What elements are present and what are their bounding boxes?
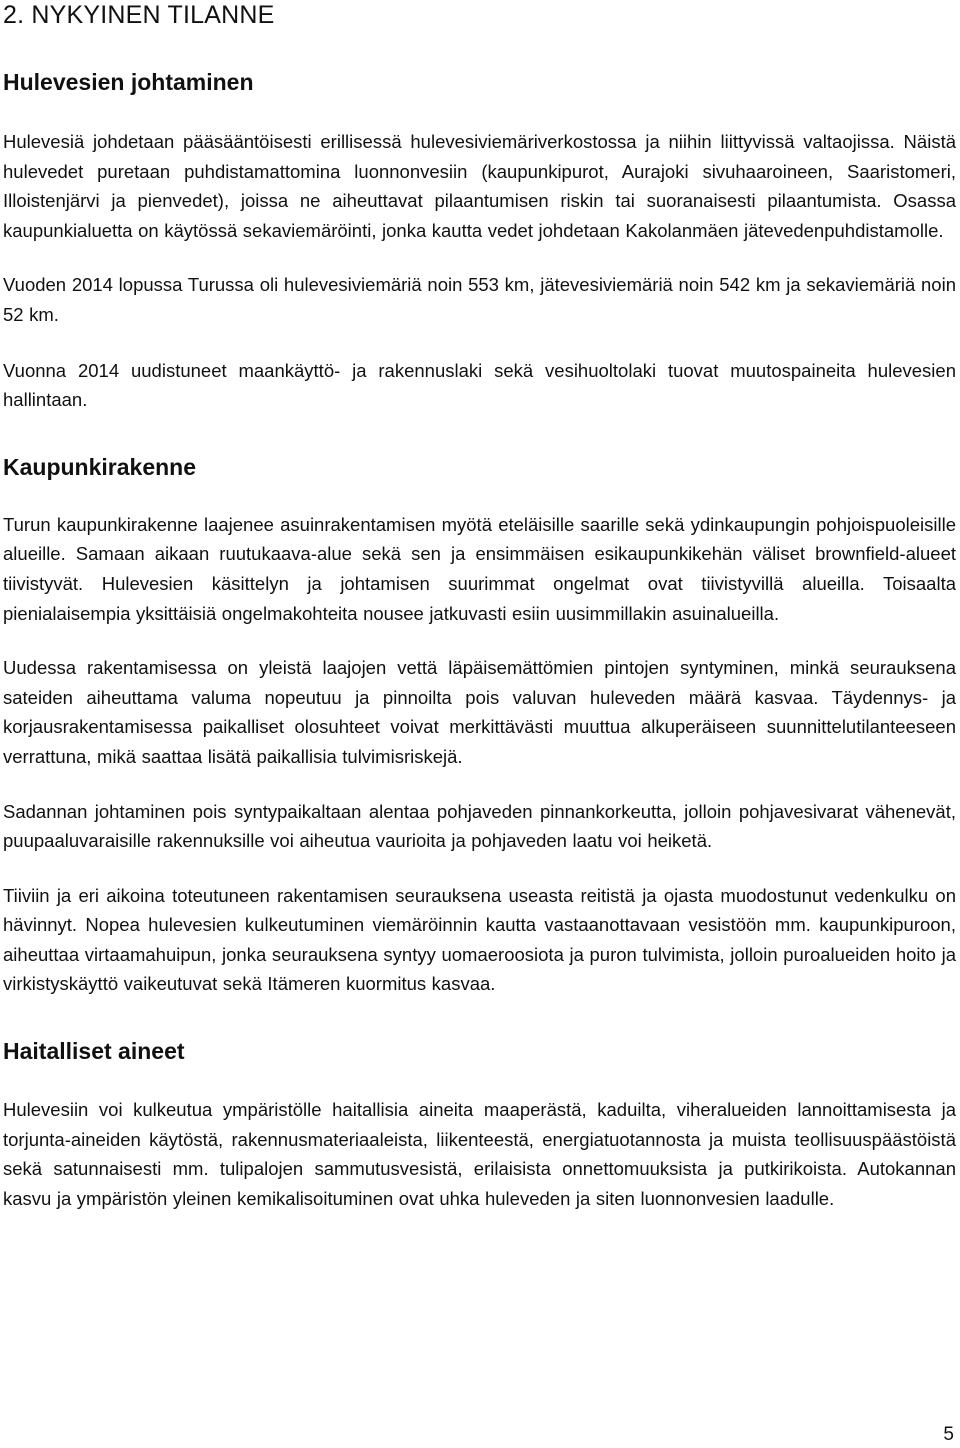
paragraph: Vuoden 2014 lopussa Turussa oli hulevesiviemäriä noin 553 km, jätevesiviemäriä noin 542 km ja sekaviemäriä noin 52 km. [3, 274, 956, 325]
paragraph: Vuonna 2014 uudistuneet maankäyttö- ja rakennuslaki sekä vesihuoltolaki tuovat muutospaineita hulevesien hallintaan. [3, 359, 956, 411]
section-heading-kaupunkirakenne: Kaupunkirakenne [3, 453, 196, 480]
section-heading-haitalliset-aineet: Haitalliset aineet [3, 1038, 185, 1065]
page-number: 5 [943, 1424, 954, 1445]
paragraph: Hulevesiä johdetaan pääsääntöisesti erillisessä hulevesiviemäriverkostossa ja niihin liittyvissä valtaojissa. Näistä hulevedet puretaan puhdistamattomina luonnonvesiin (kaupunkipurot, Aurajoki sivuhaaroineen, Saaristomeri, Illoistenjärvi ja pienvedet), joissa ne aiheuttavat pilaantumisen riskin tai suoranaisesti pilaantumista. Osassa kaupunkialuetta on käytössä sekaviemäröinti, jonka kautta vedet johdetaan Kakolanmäen jätevedenpuhdistamolle. [3, 131, 956, 241]
paragraph: Uudessa rakentamisessa on yleistä laajojen vettä läpäisemättömien pintojen syntyminen, minkä seurauksena sateiden aiheuttama valuma nopeutuu ja pinnoilta pois valuvan huleveden määrä kasvaa. Täydennys- ja korjausrakentamisessa paikalliset olosuhteet voivat merkittävästi muuttua alkuperäiseen suunnittelutilanteeseen verrattuna, mikä saattaa lisätä paikallisia tulvimisriskejä. [3, 657, 956, 767]
section-heading-hulevesien-johtaminen: Hulevesien johtaminen [3, 69, 254, 95]
chapter-title: 2. NYKYINEN TILANNE [3, 1, 275, 29]
paragraph: Tiiviin ja eri aikoina toteutuneen rakentamisen seurauksena useasta reitistä ja ojasta muodostunut vedenkulku on hävinnyt. Nopea hulevesien kulkeutuminen viemäröinnin kautta vastaanottavaan vesistöön mm. kaupunkipuroon, aiheuttaa virtaamahuipun, jonka seurauksena syntyy uomaeroosiota ja puron tulvimista, jolloin puroalueiden hoito ja virkistyskäyttö vaikeutuvat sekä Itämeren kuormitus kasvaa. [3, 884, 956, 995]
paragraph: Sadannan johtaminen pois syntypaikaltaan alentaa pohjaveden pinnankorkeutta, jolloin pohjavesivarat vähenevät, puupaaluvaraisille rakennuksille voi aiheutua vaurioita ja pohjaveden laatu voi heiketä. [3, 800, 956, 852]
paragraph: Hulevesiin voi kulkeutua ympäristölle haitallisia aineita maaperästä, kaduilta, viheralueiden lannoittamisesta ja torjunta-aineiden käytöstä, rakennusmateriaaleista, liikenteestä, energiatuotannosta ja muista teollisuuspäästöistä sekä satunnaisesti mm. tulipalojen sammutusvesistä, erilaisista onnettomuuksista ja putkirikoista. Autokannan kasvu ja ympäristön yleinen kemikalisoituminen ovat uhka huleveden ja siten luonnonvesien laadulle. [3, 1099, 956, 1209]
document-page [3, 0, 956, 1213]
paragraph: Turun kaupunkirakenne laajenee asuinrakentamisen myötä eteläisille saarille sekä ydinkaupungin pohjoispuoleisille alueille. Samaan aikaan ruutukaava-alue sekä sen ja ensimmäisen esikaupunkikehän väliset brownfield-alueet tiivistyvät. Hulevesien käsittelyn ja johtamisen suurimmat ongelmat ovat tiivistyvillä alueilla. Toisaalta pienialaisempia yksittäisiä ongelmakohteita nousee jatkuvasti esiin uusimmillakin asuinalueilla. [3, 513, 956, 624]
